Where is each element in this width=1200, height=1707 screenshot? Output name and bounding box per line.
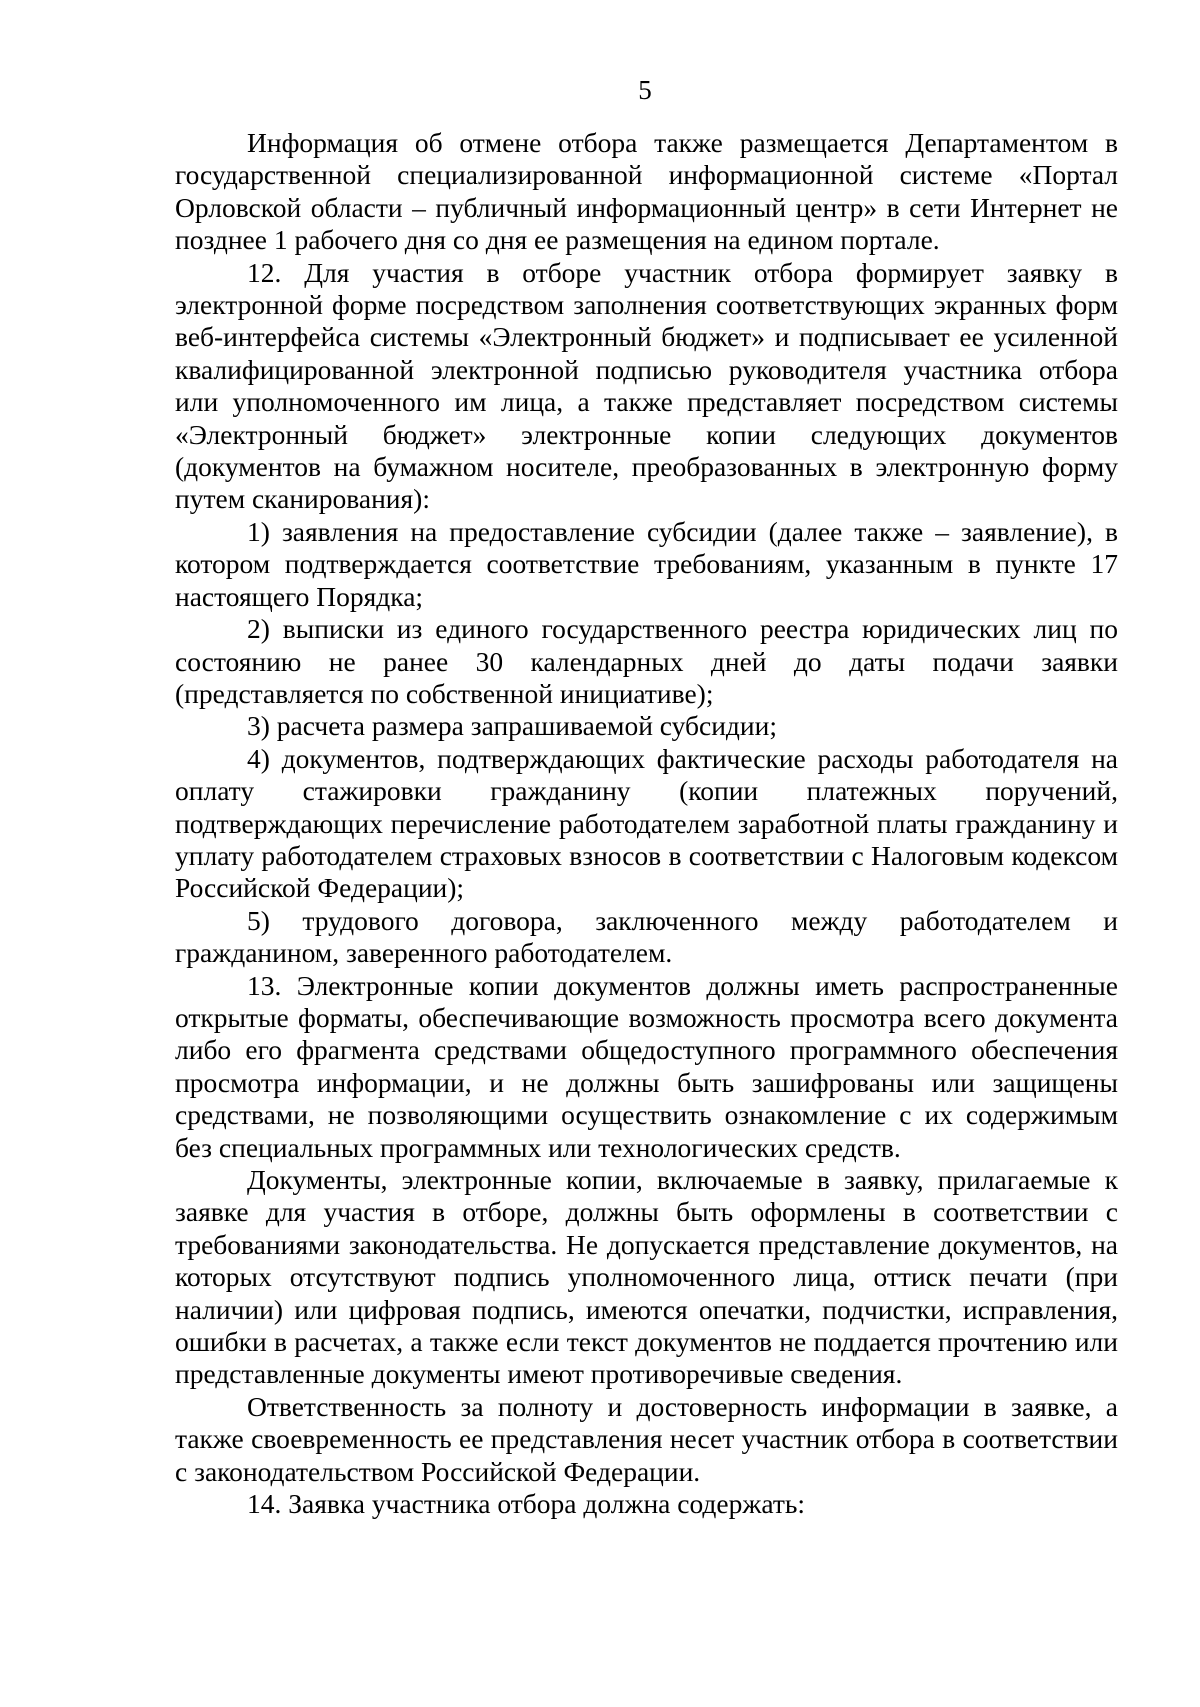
paragraph-item-13: 13. Электронные копии документов должны иметь распространенные открытые форматы, обеспечивающие возможность просмотра всего документа либо его фрагмента средствами общедоступного программного обеспечения просмотра информации, и не должны быть зашифрованы или защищены средствами, не позволяющими осуществить ознакомление с их содержимым без специальных программных или технологических средств. [175, 969, 1118, 1163]
paragraph-responsibility: Ответственность за полноту и достоверность информации в заявке, а также своевременность ее представления несет участник отбора в соответствии с законодательством Российской Федерации. [175, 1390, 1118, 1487]
paragraph-document-requirements: Документы, электронные копии, включаемые в заявку, прилагаемые к заявке для участия в отборе, должны быть оформлены в соответствии с требованиями законодательства. Не допускается представление документов, на которых отсутствуют подпись уполномоченного лица, оттиск печати (при наличии) или цифровая подпись, имеются опечатки, подчистки, исправления, ошибки в расчетах, а также если текст документов не поддается прочтению или представленные документы имеют противоречивые сведения. [175, 1164, 1118, 1390]
list-item-3: 3) расчета размера запрашиваемой субсидии; [247, 710, 777, 742]
list-item-1: 1) заявления на предоставление субсидии (далее также – заявление), в котором подтверждается соответствие требованиям, указанным в пункте 17 настоящего Порядка; [175, 515, 1118, 612]
paragraph-cancellation-info: Информация об отмене отбора также размещается Департаментом в государственной специализированной информационной системе «Портал Орловской области – публичный информационный центр» в сети Интернет не позднее 1 рабочего дня со дня ее размещения на едином портале. [175, 127, 1118, 256]
page-number: 5 [638, 75, 652, 105]
paragraph-item-12: 12. Для участия в отборе участник отбора формирует заявку в электронной форме посредством заполнения соответствующих экранных форм веб-интерфейса системы «Электронный бюджет» и подписывает ее усиленной квалифицированной электронной подписью руководителя участника отбора или уполномоченного им лица, а также представляет посредством системы «Электронный бюджет» электронные копии следующих документов (документов на бумажном носителе, преобразованных в электронную форму путем сканирования): [175, 256, 1118, 515]
list-item-4: 4) документов, подтверждающих фактические расходы работодателя на оплату стажировки гражданину (копии платежных поручений, подтверждающих перечисление работодателем заработной платы гражданину и уплату работодателем страховых взносов в соответствии с Налоговым кодексом Российской Федерации); [175, 742, 1118, 904]
document-body [175, 127, 1118, 1520]
list-item-5: 5) трудового договора, заключенного между работодателем и гражданином, заверенного работодателем. [175, 904, 1118, 969]
list-item-2: 2) выписки из единого государственного реестра юридических лиц по состоянию не ранее 30 календарных дней до даты подачи заявки (представляется по собственной инициативе); [175, 613, 1118, 709]
paragraph-item-14: 14. Заявка участника отбора должна содержать: [247, 1488, 806, 1520]
